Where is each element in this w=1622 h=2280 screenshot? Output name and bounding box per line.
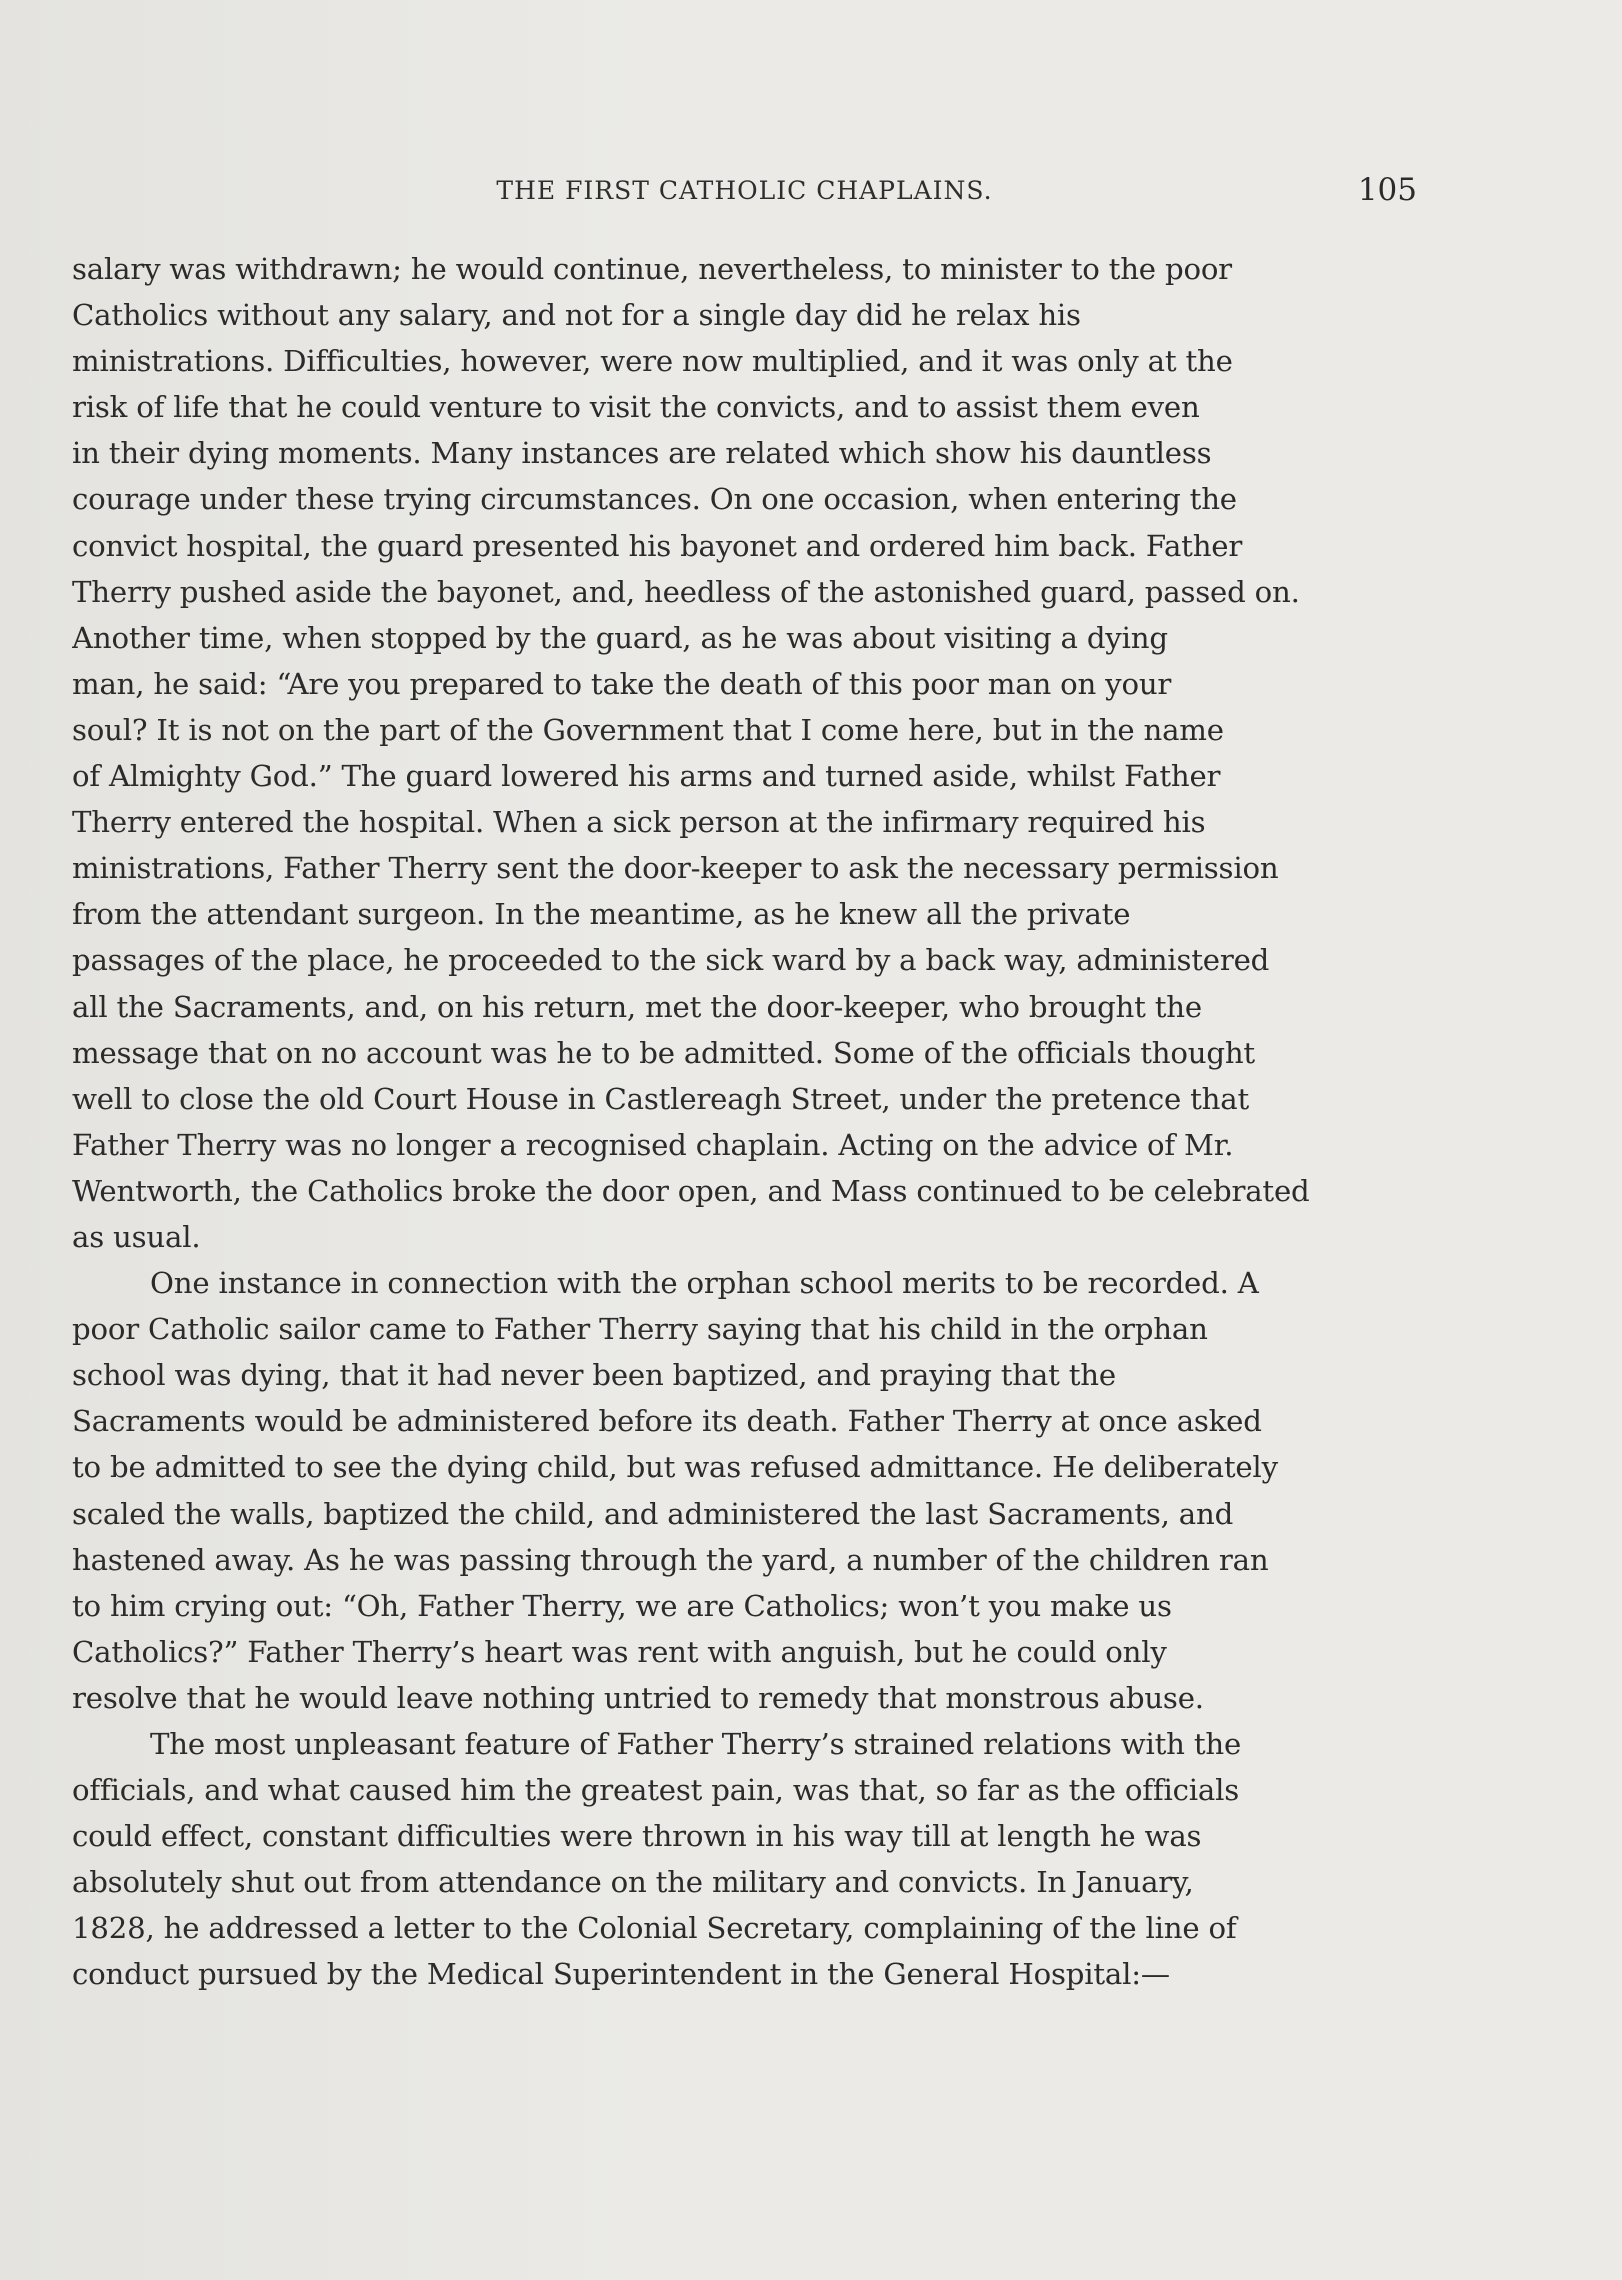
text-line: Catholics?” Father Therry’s heart was rent with anguish, but he could only: [72, 1634, 1167, 1669]
text-line: man, he said: “Are you prepared to take the death of this poor man on your: [72, 666, 1172, 701]
text-line: absolutely shut out from attendance on the military and convicts. In January,: [72, 1865, 1194, 1900]
text-line: Therry entered the hospital. When a sick person at the infirmary required his: [72, 805, 1206, 840]
text-line: resolve that he would leave nothing untried to remedy that monstrous abuse.: [72, 1680, 1204, 1715]
text-line: as usual.: [72, 1219, 201, 1254]
text-line: to him crying out: “Oh, Father Therry, we are Catholics; won’t you make us: [72, 1588, 1172, 1623]
text-line: ministrations. Difficulties, however, were now multiplied, and it was only at the: [72, 344, 1233, 379]
text-line: risk of life that he could venture to visit the convicts, and to assist them even: [72, 390, 1200, 425]
text-line: scaled the walls, baptized the child, and administered the last Sacraments, and: [72, 1496, 1234, 1531]
text-line: Therry pushed aside the bayonet, and, heedless of the astonished guard, passed on.: [72, 574, 1300, 609]
text-line: all the Sacraments, and, on his return, met the door-keeper, who brought the: [72, 989, 1202, 1024]
text-line: 1828, he addressed a letter to the Colonial Secretary, complaining of the line of: [72, 1911, 1237, 1946]
paragraph-1: [72, 246, 1412, 1260]
page-header: [72, 172, 1417, 212]
text-line: conduct pursued by the Medical Superintendent in the General Hospital:—: [72, 1957, 1170, 1992]
text-line: Another time, when stopped by the guard, as he was about visiting a dying: [72, 620, 1168, 655]
text-line: salary was withdrawn; he would continue, nevertheless, to minister to the poor: [72, 252, 1232, 286]
text-line: of Almighty God.” The guard lowered his arms and turned aside, whilst Father: [72, 759, 1221, 794]
text-line: One instance in connection with the orphan school merits to be recorded. A: [150, 1266, 1259, 1301]
page-number: 105: [1357, 172, 1417, 208]
text-line: in their dying moments. Many instances are related which show his dauntless: [72, 436, 1212, 471]
text-line: courage under these trying circumstances. On one occasion, when entering the: [72, 482, 1237, 517]
text-line: from the attendant surgeon. In the meantime, as he knew all the private: [72, 897, 1131, 932]
text-line: Father Therry was no longer a recognised chaplain. Acting on the advice of Mr.: [72, 1127, 1234, 1162]
text-line: school was dying, that it had never been baptized, and praying that the: [72, 1358, 1116, 1393]
text-line: Catholics without any salary, and not for a single day did he relax his: [72, 298, 1081, 333]
text-line: Sacraments would be administered before its death. Father Therry at once asked: [72, 1404, 1262, 1439]
text-line: could effect, constant difficulties were thrown in his way till at length he was: [72, 1819, 1202, 1854]
paragraph-3: [72, 1721, 1412, 1998]
text-line: ministrations, Father Therry sent the door-keeper to ask the necessary permission: [72, 851, 1279, 886]
text-line: passages of the place, he proceeded to the sick ward by a back way, administered: [72, 943, 1270, 978]
text-line: officials, and what caused him the greatest pain, was that, so far as the officials: [72, 1773, 1239, 1808]
text-line: poor Catholic sailor came to Father Therry saying that his child in the orphan: [72, 1312, 1208, 1347]
text-line: The most unpleasant feature of Father Therry’s strained relations with the: [150, 1727, 1242, 1761]
body-text: [72, 246, 1412, 1998]
text-line: Wentworth, the Catholics broke the door open, and Mass continued to be celebrated: [72, 1173, 1310, 1208]
text-line: message that on no account was he to be admitted. Some of the officials thought: [72, 1035, 1255, 1070]
text-line: convict hospital, the guard presented his bayonet and ordered him back. Father: [72, 528, 1243, 563]
paragraph-2: [72, 1260, 1412, 1721]
text-line: hastened away. As he was passing through the yard, a number of the children ran: [72, 1542, 1269, 1577]
running-title: THE FIRST CATHOLIC CHAPLAINS.: [496, 176, 993, 205]
text-line: well to close the old Court House in Castlereagh Street, under the pretence that: [72, 1081, 1250, 1116]
text-line: to be admitted to see the dying child, but was refused admittance. He deliberately: [72, 1450, 1278, 1485]
text-line: soul? It is not on the part of the Government that I come here, but in the name: [72, 712, 1224, 747]
